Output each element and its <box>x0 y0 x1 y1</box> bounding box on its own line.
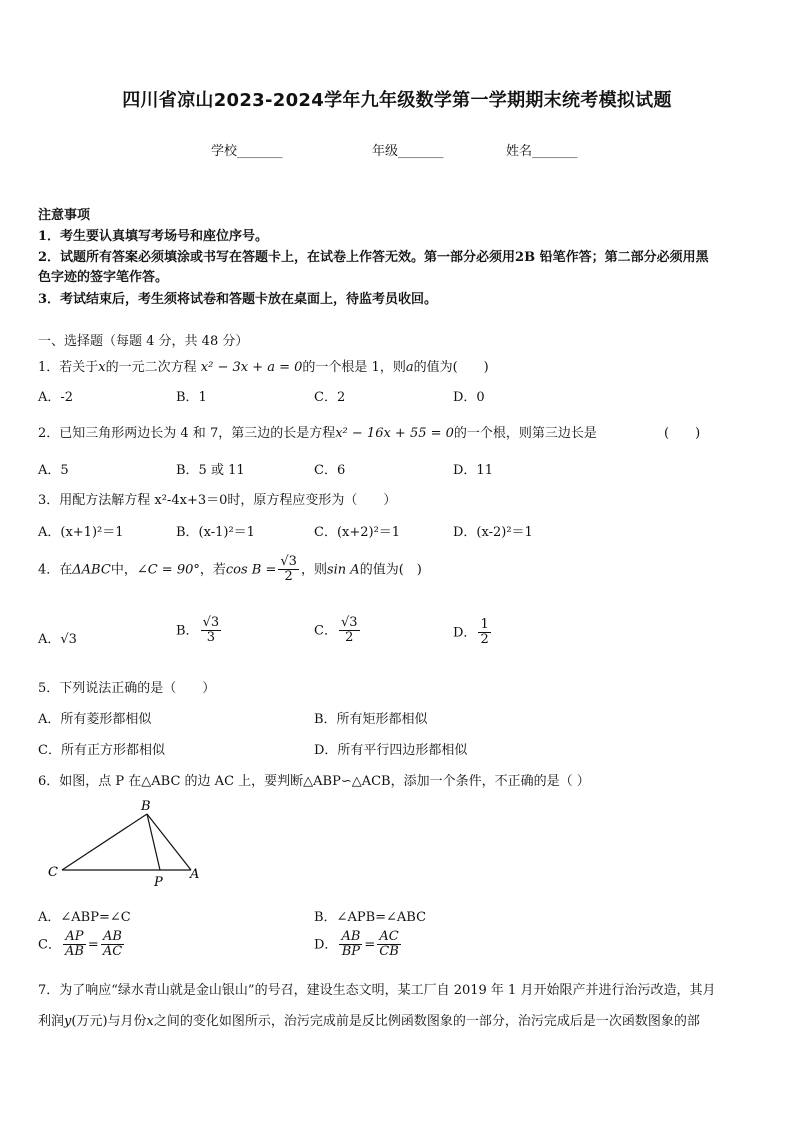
q6-option-c-right-den: AC <box>102 944 123 960</box>
q4-option-d-num: 1 <box>480 617 489 632</box>
q6-option-c-right <box>101 930 124 960</box>
q4-triangle: ΔABC <box>72 562 111 578</box>
q7-var-y: y <box>64 1014 72 1029</box>
question-2 <box>38 422 597 441</box>
triangle-figure <box>40 798 210 888</box>
q6-option-d-right-num: AC <box>377 930 401 945</box>
q4-option-b-label: B． <box>176 623 199 639</box>
q1-mid: 的一元二次方程 <box>105 360 197 375</box>
notice-item-2: 2．试题所有答案必须填涂或书写在答题卡上，在试卷上作答无效。第一部分必须用2B 铅笔作答；第二部分必须用黑 <box>38 250 709 265</box>
q4-cos-den: 2 <box>284 569 293 585</box>
q2-option-b: B．5 或 11 <box>176 463 245 478</box>
q4-cos-num: √3 <box>280 554 297 569</box>
school-field: 学校_______ <box>211 144 283 159</box>
q6-option-b: B．∠APB=∠ABC <box>314 910 427 925</box>
q1-mid2: 的一个根是 1，则 <box>302 360 406 375</box>
q6-option-d-label: D． <box>314 937 338 953</box>
q6-option-d-eq: = <box>364 937 376 953</box>
q4-suffix: 的值为( ) <box>359 562 422 578</box>
label-b: B <box>141 799 151 814</box>
q4-cos: cos B = <box>225 562 277 578</box>
q6-option-d-left <box>339 930 362 960</box>
q6-option-c-left <box>63 930 86 960</box>
question-3: 3．用配方法解方程 x²-4x+3＝0时，原方程应变形为（ ） <box>38 493 397 508</box>
question-1 <box>38 356 489 375</box>
q2-option-d: D．11 <box>453 463 493 478</box>
q4-option-a-label: A． <box>38 632 61 647</box>
q4-option-b-den: 3 <box>206 630 215 646</box>
q5-option-c: C．所有正方形都相似 <box>38 743 165 758</box>
q4-option-d-den: 2 <box>480 632 489 648</box>
q5-option-d: D．所有平行四边形都相似 <box>314 743 468 758</box>
q6-option-d <box>314 930 403 960</box>
q4-option-c-den: 2 <box>345 630 354 646</box>
q6-option-a: A．∠ABP=∠C <box>38 910 131 925</box>
q1-option-d: D．0 <box>453 390 485 405</box>
q6-option-c <box>38 930 126 960</box>
q1-equation: x² − 3x + a = 0 <box>200 360 303 375</box>
q2-equation: x² − 16x + 55 = 0 <box>335 426 454 441</box>
q6-option-c-label: C． <box>38 937 61 953</box>
q7-var-x: x <box>146 1014 154 1029</box>
question-7-line-1: 7．为了响应“绿水青山就是金山银山”的号召，建设生态文明，某工厂自 2019 年 1 月开始限产并进行治污改造，其月 <box>38 983 716 998</box>
q5-option-b: B．所有矩形都相似 <box>314 712 428 727</box>
q4-sin: sin A <box>326 562 360 578</box>
q4-option-b <box>176 616 223 646</box>
q6-option-c-left-den: AB <box>64 944 84 960</box>
q6-option-d-right-den: CB <box>379 944 399 960</box>
q6-option-d-left-num: AB <box>341 929 361 944</box>
q1-prefix: 1．若关于 <box>38 360 99 375</box>
q4-mid2: ，若 <box>199 562 226 578</box>
q2-option-a: A．5 <box>38 463 69 478</box>
q1-suffix: 的值为( ) <box>413 360 489 375</box>
q4-option-c-label: C． <box>314 623 337 639</box>
q2-prefix: 2．已知三角形两边长为 4 和 7，第三边的长是方程 <box>38 426 336 441</box>
label-c: C <box>48 865 58 880</box>
q1-option-c: C．2 <box>314 390 346 405</box>
question-7-line-2 <box>38 1010 700 1029</box>
label-p: P <box>154 875 163 888</box>
q3-option-a: A．(x+1)²＝1 <box>38 525 124 540</box>
q4-angle: ∠C = 90° <box>136 562 200 578</box>
q3-option-d: D．(x-2)²＝1 <box>453 525 533 540</box>
question-5: 5．下列说法正确的是（ ） <box>38 681 216 696</box>
q6-option-d-right <box>377 930 401 960</box>
q2-option-c: C．6 <box>314 463 346 478</box>
q4-option-d-fraction <box>478 618 490 648</box>
name-field: 姓名_______ <box>506 144 578 159</box>
q7-prefix: 利润 <box>38 1014 65 1029</box>
q4-option-d-label: D． <box>453 625 477 641</box>
side-cb <box>62 814 147 870</box>
q2-suffix: 的一个根，则第三边长是 <box>453 426 597 441</box>
q7-mid: (万元)与月份 <box>71 1014 147 1029</box>
q1-var-x: x <box>98 360 106 375</box>
q4-option-d <box>453 618 493 648</box>
q6-option-c-right-num: AB <box>101 930 124 945</box>
q4-mid: 中， <box>110 562 137 578</box>
q6-option-d-left-den: BP <box>341 944 361 960</box>
section-heading: 一、选择题（每题 4 分，共 48 分） <box>38 334 249 349</box>
q4-option-c <box>314 616 362 646</box>
q4-mid3: ，则 <box>300 562 327 578</box>
notice-item-2-cont: 色字迹的签字笔作答。 <box>38 270 169 285</box>
q4-cos-fraction <box>278 555 299 585</box>
q4-option-c-num: √3 <box>340 615 358 630</box>
notice-heading: 注意事项 <box>38 208 91 223</box>
q1-var-a: a <box>405 360 414 375</box>
q3-option-b: B．(x-1)²＝1 <box>176 525 255 540</box>
question-4 <box>38 555 422 585</box>
q3-option-c: C．(x+2)²＝1 <box>314 525 401 540</box>
question-6: 6．如图，点 P 在△ABC 的边 AC 上，要判断△ABP∽△ACB，添加一个条件，不正确的是（ ） <box>38 774 590 789</box>
q7-suffix: 之间的变化如图所示，治污完成前是反比例函数图象的一部分，治污完成后是一次函数图象的部 <box>153 1014 700 1029</box>
label-a: A <box>190 867 200 882</box>
page-title: 四川省凉山2023-2024学年九年级数学第一学期期末统考模拟试题 <box>122 90 672 111</box>
q2-answer-paren: ( ) <box>664 426 701 441</box>
q4-option-b-fraction <box>201 616 222 646</box>
grade-field: 年级_______ <box>372 144 444 159</box>
notice-item-1: 1．考生要认真填写考场号和座位序号。 <box>38 229 269 244</box>
q4-option-a-value: √3 <box>60 632 77 647</box>
q4-option-c-fraction <box>339 616 360 646</box>
q4-option-a <box>38 628 77 647</box>
q5-option-a: A．所有菱形都相似 <box>38 712 152 727</box>
q1-option-a: A．-2 <box>38 390 74 405</box>
q1-option-b: B．1 <box>176 390 207 405</box>
q6-option-c-left-num: AP <box>63 930 86 945</box>
q6-option-c-eq: = <box>87 937 99 953</box>
q4-prefix: 4．在 <box>38 562 73 578</box>
q4-option-b-num: √3 <box>202 615 220 630</box>
notice-item-3: 3．考试结束后，考生须将试卷和答题卡放在桌面上，待监考员收回。 <box>38 292 438 307</box>
